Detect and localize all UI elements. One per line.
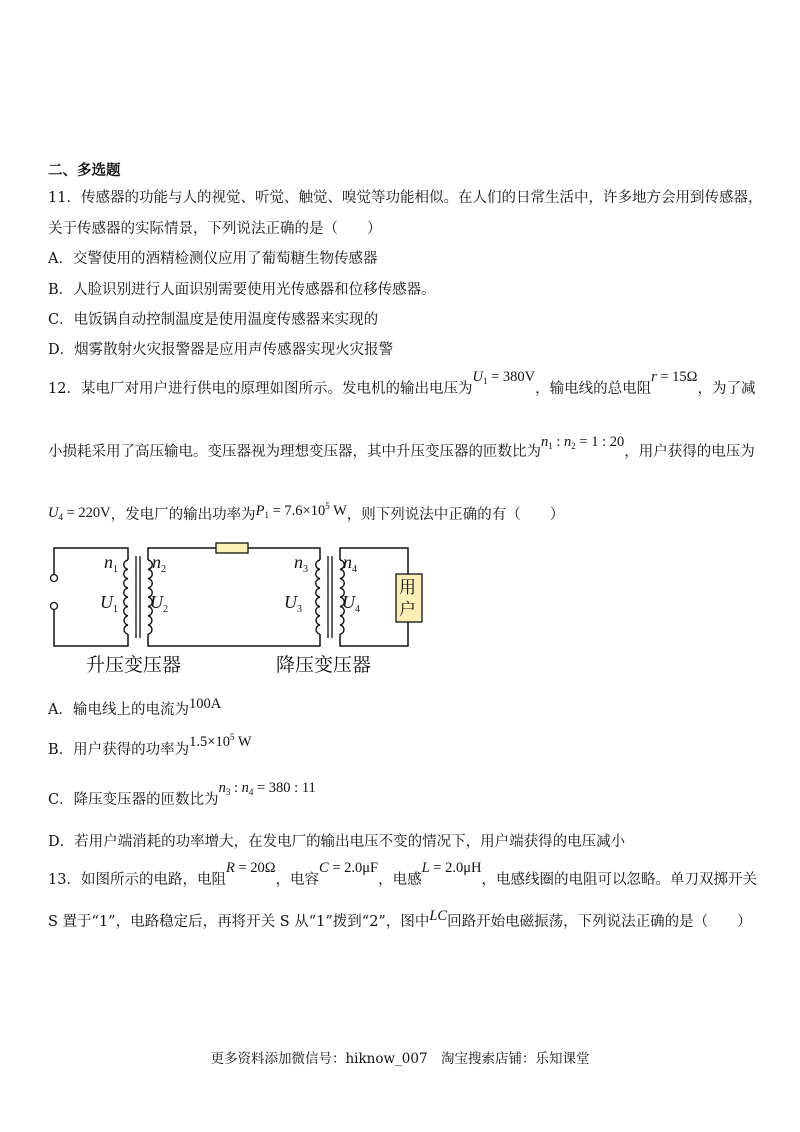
formula-P1: $P_1 = 7.6\times 10^5$ W [255,501,347,520]
q12-option-a: A．输电线上的电流为100A [48,696,222,718]
caption-step-up: 升压变压器 [86,654,182,676]
formula-LC: LC [429,908,448,924]
label-n1: $n_1$ [104,552,118,575]
q12-text: ，为了减 [697,381,756,397]
q11-stem-line1: 11．传感器的功能与人的视觉、听觉、触觉、嗅觉等功能相似。在人们的日常生活中，许多地方会用到传感器， [48,190,763,206]
q12-text: 小损耗采用了高压输电。变压器视为理想变压器，其中升压变压器的匝数比为 [48,444,541,460]
caption-step-down: 降压变压器 [276,654,372,676]
q12-stem-line3 [48,503,564,524]
formula-current: 100A [188,696,222,712]
formula-R: R = 20Ω [225,860,276,876]
label-n4: $n_4$ [343,552,357,575]
coil-n1 [124,560,128,634]
formula-U4: $U_4 = 220V$ [48,505,111,522]
line-resistor [216,543,248,553]
label-U4: $U_4$ [342,592,360,615]
q12-stem-line2 [48,434,755,461]
page-footer: 更多资料添加微信号：hiknow_007 淘宝搜索店铺：乐知课堂 [210,1051,590,1067]
q11-option-a: A．交警使用的酒精检测仪应用了葡萄糖生物传感器 [48,251,378,267]
q11-stem-line2: 关于传感器的实际情景，下列说法正确的是（ ） [48,221,382,237]
formula-L: L = 2.0μH [421,860,482,876]
label-U3: $U_3$ [284,592,302,615]
input-terminal [51,603,58,610]
q12-text: ，则下列说法中正确的有（ ） [346,507,565,523]
q12-text: ，发电厂的输出功率为 [110,507,256,523]
q11-option-b: B．人脸识别进行人面识别需要使用光传感器和位移传感器。 [48,282,436,298]
label-U1: $U_1$ [100,592,118,615]
q12-text: ，输电线的总电阻 [535,381,652,397]
q12-option-d: D．若用户端消耗的功率增大，在发电厂的输出电压不变的情况下，用户端获得的电压减小 [48,834,626,850]
q12-stem-line1 [48,369,756,398]
label-U2: $U_2$ [150,592,168,615]
coil-n3 [316,560,320,634]
formula-turns-ratio: $n_1$ : $n_2 = 1$ : 20 [541,434,625,451]
q13-stem-line1: 13．如图所示的电路，电阻R = 20Ω，电容C = 2.0μF，电感L = 2.0μH，电感线圈的电阻可以忽略。单刀双掷开关 [48,860,757,888]
label-n2: $n_2$ [152,552,166,575]
q11-option-c: C．电饭锅自动控制温度是使用温度传感器来实现的 [48,312,379,328]
q11-option-d: D．烟雾散射火灾报警器是应用声传感器实现火灾报警 [48,342,394,358]
formula-stepdown-ratio: $n_3$ : $n_4 = 380$ : 11 [218,780,316,797]
formula-C: C = 2.0μF [319,860,379,876]
q12-text: ，用户获得的电压为 [624,444,755,460]
section-title: 二、多选题 [48,162,121,179]
formula-user-power: $1.5\times 10^5$ W [189,732,252,750]
formula-U1: $U_1 = 380V$ [472,369,536,386]
input-terminal [51,575,58,582]
q12-option-b: B．用户获得的功率为$1.5\times 10^5$ W [48,732,252,758]
label-n3: $n_3$ [294,552,308,575]
transmission-circuit-diagram [44,538,424,678]
q12-option-c: C．降压变压器的匝数比为$n_3$ : $n_4 = 380$ : 11 [48,780,316,808]
formula-r: r = 15Ω [651,369,698,385]
load-label-2: 户 [399,600,416,620]
q13-stem-line2: S 置于“1”，电路稳定后，再将开关 S 从“1”拨到“2”，图中LC回路开始电磁振荡，下列说法正确的是（ ） [48,908,752,930]
load-label-1: 用 [399,578,416,598]
q12-text: 12．某电厂对用户进行供电的原理如图所示。发电机的输出电压为 [48,381,473,397]
